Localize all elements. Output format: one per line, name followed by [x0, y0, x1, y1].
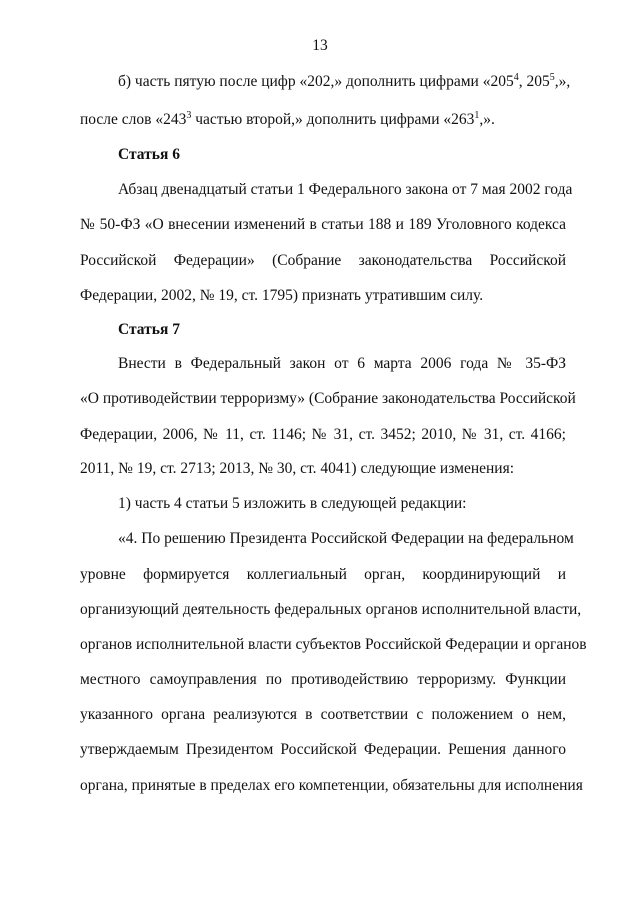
text-run: б) часть пятую после цифр «202,» дополнить цифрами «205 — [118, 73, 514, 90]
article-7-line: организующий деятельность федеральных органов исполнительной власти, — [80, 601, 582, 618]
article-7-line: органов исполнительной власти субъектов Российской Федерации и органов — [80, 636, 587, 653]
article-7-line: 1) часть 4 статьи 5 изложить в следующей редакции: — [118, 495, 467, 512]
article-6-line: Абзац двенадцатый статьи 1 Федерального закона от 7 мая 2002 года — [118, 181, 573, 198]
article-6-line: № 50-ФЗ «О внесении изменений в статьи 188 и 189 Уголовного кодекса — [80, 216, 566, 233]
superscript: 1 — [474, 109, 480, 121]
article-7-line: «О противодействии терроризму» (Собрание законодательства Российской — [80, 390, 576, 407]
article-7-line: утверждаемым Президентом Российской Федерации. Решения данного — [80, 741, 566, 758]
article-7-line: «4. По решению Президента Российской Федерации на федеральном — [118, 530, 574, 547]
article-6-heading: Статья 6 — [118, 146, 180, 163]
text-run: ,», — [554, 73, 571, 90]
article-7-line: Внести в Федеральный закон от 6 марта 2006 года № 35-ФЗ — [118, 355, 566, 372]
superscript: 5 — [549, 71, 555, 83]
article-7-line: уровне формируется коллегиальный орган, координирующий и — [80, 566, 566, 583]
text-run: , 205 — [518, 73, 550, 90]
article-7-line: указанного органа реализуются в соответствии с положением о нем, — [80, 706, 566, 723]
text-run: частью второй,» дополнить цифрами «263 — [191, 111, 475, 128]
superscript: 4 — [513, 71, 519, 83]
article-7-line: Федерации, 2006, № 11, ст. 1146; № 31, ст. 3452; 2010, № 31, ст. 4166; — [80, 426, 566, 443]
superscript: 3 — [186, 109, 192, 121]
article-7-line: местного самоуправления по противодействию терроризму. Функции — [80, 671, 566, 688]
paragraph-b-line-1 — [80, 71, 571, 92]
paragraph-b-line-2 — [80, 110, 566, 130]
article-6-line: Российской Федерации» (Собрание законодательства Российской — [80, 252, 566, 269]
article-6-line: Федерации, 2002, № 19, ст. 1795) признать утратившим силу. — [80, 287, 484, 304]
text-run: ,». — [479, 111, 495, 128]
article-7-heading: Статья 7 — [118, 321, 180, 338]
text-run: после слов «243 — [80, 111, 187, 128]
article-7-line: 2011, № 19, ст. 2713; 2013, № 30, ст. 4041) следующие изменения: — [80, 460, 515, 477]
article-7-line: органа, принятые в пределах его компетенции, обязательны для исполнения — [80, 777, 583, 794]
page-number: 13 — [312, 37, 328, 54]
